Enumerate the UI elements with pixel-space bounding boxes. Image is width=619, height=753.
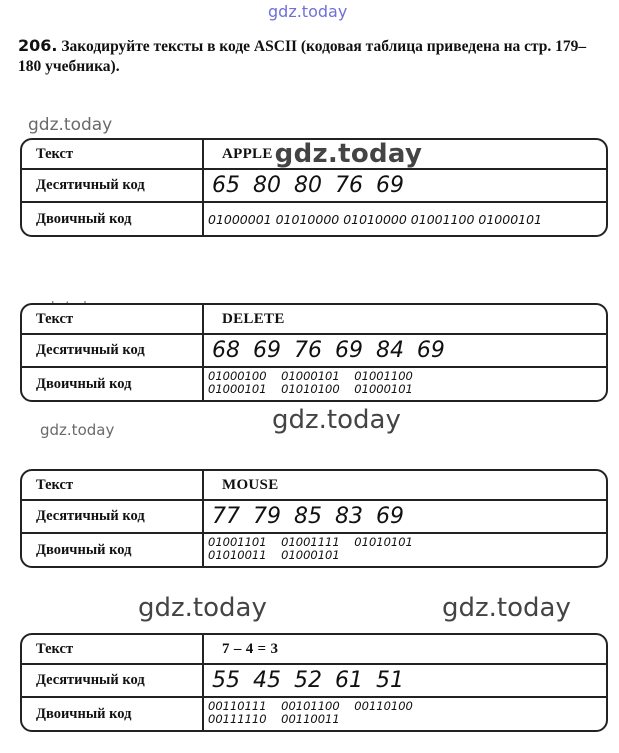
ascii-table-3 bbox=[20, 469, 608, 568]
binary-label: Двоичный код bbox=[22, 698, 204, 730]
decimal-label: Десятичный код bbox=[22, 335, 204, 366]
watermark-mid-small: gdz.today bbox=[40, 421, 115, 439]
decimal-value: 65 80 80 76 69 bbox=[212, 173, 404, 198]
task-number: 206. bbox=[18, 36, 58, 55]
text-row bbox=[22, 471, 606, 501]
decimal-row bbox=[22, 335, 606, 368]
binary-row bbox=[22, 534, 606, 566]
ascii-table-2 bbox=[20, 303, 608, 402]
watermark-top: gdz.today bbox=[268, 2, 348, 21]
text-value: MOUSE bbox=[222, 476, 279, 493]
binary-row bbox=[22, 368, 606, 400]
binary-label: Двоичный код bbox=[22, 368, 204, 400]
ascii-table-1 bbox=[20, 138, 608, 237]
text-value: 7 – 4 = 3 bbox=[222, 640, 279, 657]
decimal-value: 77 79 85 83 69 bbox=[212, 504, 404, 529]
text-row bbox=[22, 140, 606, 170]
decimal-row bbox=[22, 501, 606, 534]
watermark-bottom-left: gdz.today bbox=[138, 593, 267, 623]
decimal-label: Десятичный код bbox=[22, 665, 204, 696]
decimal-row bbox=[22, 170, 606, 203]
text-row bbox=[22, 635, 606, 665]
decimal-row bbox=[22, 665, 606, 698]
task-statement bbox=[18, 36, 608, 77]
text-label: Текст bbox=[22, 305, 204, 333]
text-label: Текст bbox=[22, 140, 204, 168]
binary-row bbox=[22, 698, 606, 730]
binary-label: Двоичный код bbox=[22, 203, 204, 235]
watermark-bottom-right: gdz.today bbox=[442, 593, 571, 623]
binary-value: 01000100 01000101 01001100 01000101 01010100 01000101 bbox=[208, 369, 413, 396]
decimal-value: 55 45 52 61 51 bbox=[212, 668, 404, 693]
text-value: DELETE bbox=[222, 310, 285, 327]
text-value bbox=[204, 140, 606, 168]
ascii-table-4 bbox=[20, 633, 608, 732]
decimal-label: Десятичный код bbox=[22, 501, 204, 532]
task-text: Закодируйте тексты в коде ASCII (кодовая таблица приведена на стр. 179–180 учебника). bbox=[18, 38, 587, 75]
watermark-table1-left: gdz.today bbox=[28, 115, 113, 135]
watermark-table1-inline: gdz.today bbox=[274, 139, 423, 169]
decimal-label: Десятичный код bbox=[22, 170, 204, 201]
binary-value: 00110111 00101100 00110100 00111110 00110011 bbox=[208, 699, 413, 726]
text-row bbox=[22, 305, 606, 335]
text-label: Текст bbox=[22, 471, 204, 499]
watermark-mid-big: gdz.today bbox=[272, 405, 401, 435]
decimal-value: 68 69 76 69 84 69 bbox=[212, 338, 445, 363]
text-label: Текст bbox=[22, 635, 204, 663]
text-value-content: APPLE bbox=[222, 145, 273, 162]
binary-value: 01001101 01001111 01010101 01010011 01000101 bbox=[208, 535, 413, 562]
binary-row bbox=[22, 203, 606, 235]
binary-value: 01000001 01010000 01010000 01001100 01000101 bbox=[208, 211, 543, 227]
binary-label: Двоичный код bbox=[22, 534, 204, 566]
